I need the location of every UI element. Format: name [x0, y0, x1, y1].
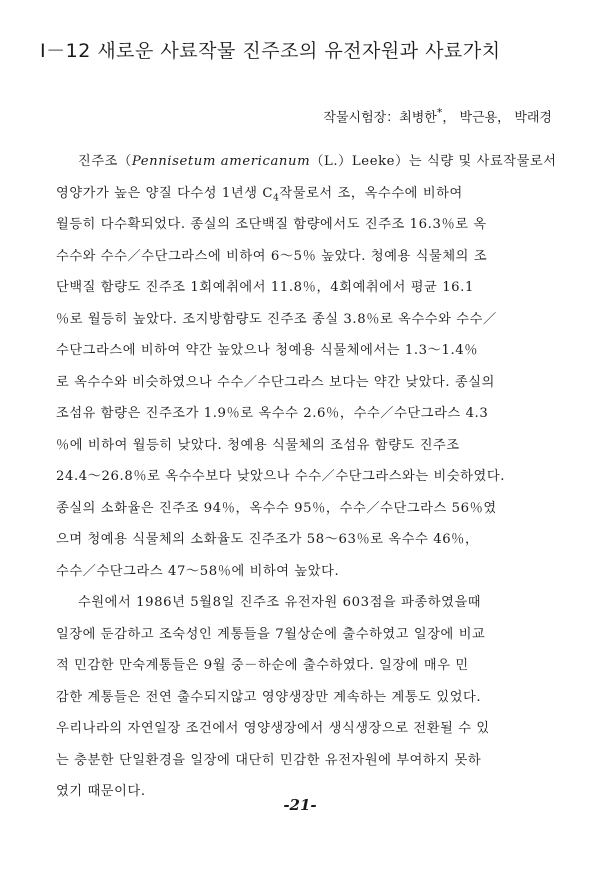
- paper-title: I－12 새로운 사료작물 진주조의 유전자원과 사료가치: [40, 40, 501, 62]
- text-line: 수수／수단그라스 47～58％에 비하여 높았다.: [56, 563, 340, 579]
- text-line: 24.4～26.8％로 옥수수보다 낮았으나 수수／수단그라스와는 비슷하였다.: [56, 469, 505, 484]
- scientific-name: Pennisetum americanum: [131, 154, 311, 169]
- author-line: [323, 106, 552, 125]
- authors-rest: ， 박근용， 박래경: [442, 110, 552, 126]
- text-line: [56, 146, 576, 178]
- text-line: 로 옥수수와 비슷하였으나 수수／수단그라스 보다는 약간 낮았다. 종실의: [56, 374, 495, 390]
- text-line: 수수와 수수／수단그라스에 비하여 6～5％ 높았다. 청예용 식물체의 조: [56, 248, 488, 264]
- text-segment: 진주조（: [78, 154, 132, 169]
- text-line: 수원에서 1986년 5월8일 진주조 유전자원 603점을 파종하였을때: [78, 595, 482, 610]
- text-line: 조섬유 함량은 진주조가 1.9％로 옥수수 2.6％，수수／수단그라스 4.3: [56, 406, 489, 421]
- text-line: 였기 때문이다.: [56, 784, 146, 799]
- text-line: 수단그라스에 비하여 약간 높았으나 청예용 식물체에서는 1.3～1.4％: [56, 343, 479, 358]
- text-line: ％로 월등히 높았다. 조지방함량도 진주조 종실 3.8％로 옥수수와 수수／: [56, 311, 497, 327]
- text-line: 으며 청예용 식물체의 소화율도 진주조가 58～63％로 옥수수 46％，: [56, 532, 479, 547]
- text-line: 월등히 다수확되었다. 종실의 조단백질 함량에서도 진주조 16.3％로 옥: [56, 217, 487, 232]
- text-line: 감한 계통들은 전연 출수되지않고 영양생장만 계속하는 계통도 있었다.: [56, 689, 482, 705]
- text-line: 일장에 둔감하고 조숙성인 계통들을 7월상순에 출수하였고 일장에 비교: [56, 626, 486, 642]
- text-line: 단백질 함량도 진주조 1회예취에서 11.8％，4회예취에서 평균 16.1: [56, 280, 474, 295]
- abstract-body: [56, 146, 576, 808]
- text-segment: （L.）Leeke）는 식량 및 사료작물로서: [310, 154, 557, 169]
- authors-affiliation: 작물시험장：최병한: [323, 110, 437, 126]
- text-segment: 영양가가 높은 양질 다수성 1년생 C: [56, 185, 274, 201]
- text-line: ％에 비하여 월등히 낮았다. 청예용 식물체의 조섬유 함량도 진주조: [56, 437, 460, 453]
- page-number: -21-: [283, 796, 317, 814]
- text-segment: 작물로서 조，옥수수에 비하여: [279, 185, 463, 201]
- text-line: 적 민감한 만숙계통들은 9월 중－하순에 출수하였다. 일장에 매우 민: [56, 658, 469, 673]
- subscript: 4: [273, 193, 280, 204]
- corresponding-mark: *: [436, 106, 443, 119]
- text-line: 우리나라의 자연일장 조건에서 영양생장에서 생식생장으로 전환될 수 있: [56, 721, 490, 736]
- text-line: 종실의 소화율은 진주조 94％，옥수수 95％，수수／수단그라스 56％였: [56, 500, 497, 516]
- text-line: [56, 178, 576, 210]
- text-line: 는 충분한 단일환경을 일장에 대단히 민감한 유전자원에 부여하지 못하: [56, 752, 482, 768]
